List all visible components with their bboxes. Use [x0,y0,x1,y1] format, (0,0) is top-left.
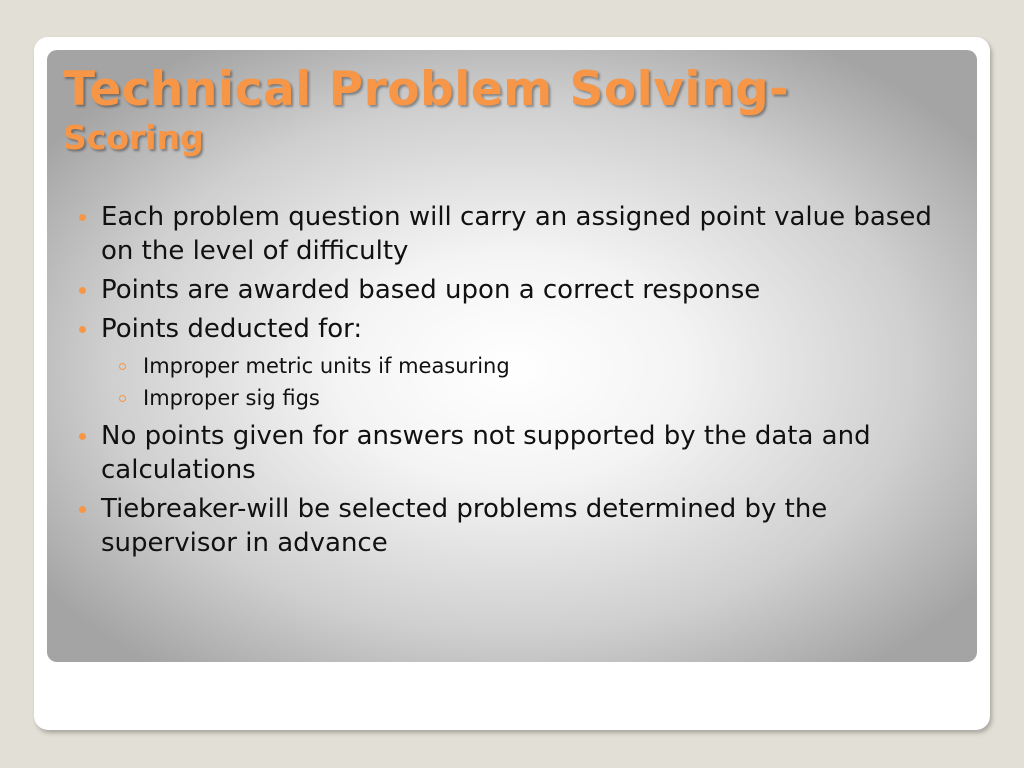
bullet-item [75,200,955,268]
bullet-dot-icon [79,326,86,333]
ring-bullet-icon [119,395,126,402]
bullet-dot-icon [79,506,86,513]
title-line-sub: Scoring [63,118,204,157]
bullet-item [75,312,955,414]
bullet-text: Each problem question will carry an assigned point value based on the level of difficulty [101,202,932,266]
ring-bullet-icon [119,363,126,370]
bullet-text: Tiebreaker-will be selected problems determined by the supervisor in advance [101,494,828,558]
bullet-dot-icon [79,214,86,221]
bullet-dot-icon [79,433,86,440]
bullet-dot-icon [79,287,86,294]
bullet-text: Points deducted for: [101,314,363,344]
bullet-list [75,200,955,565]
bullet-text: Points are awarded based upon a correct response [101,275,761,305]
sub-bullet-item [111,382,955,414]
slide-title [63,62,790,157]
sub-bullet-list [101,350,955,414]
title-line-main: Technical Problem Solving- [63,62,790,117]
bullet-item [75,419,955,487]
bullet-item [75,492,955,560]
sub-bullet-item [111,350,955,382]
sub-bullet-text: Improper sig figs [143,386,320,410]
bullet-item [75,273,955,307]
sub-bullet-text: Improper metric units if measuring [143,354,510,378]
slide-panel [47,50,977,662]
bullet-text: No points given for answers not supported by the data and calculations [101,421,871,485]
slide-card [34,37,990,730]
